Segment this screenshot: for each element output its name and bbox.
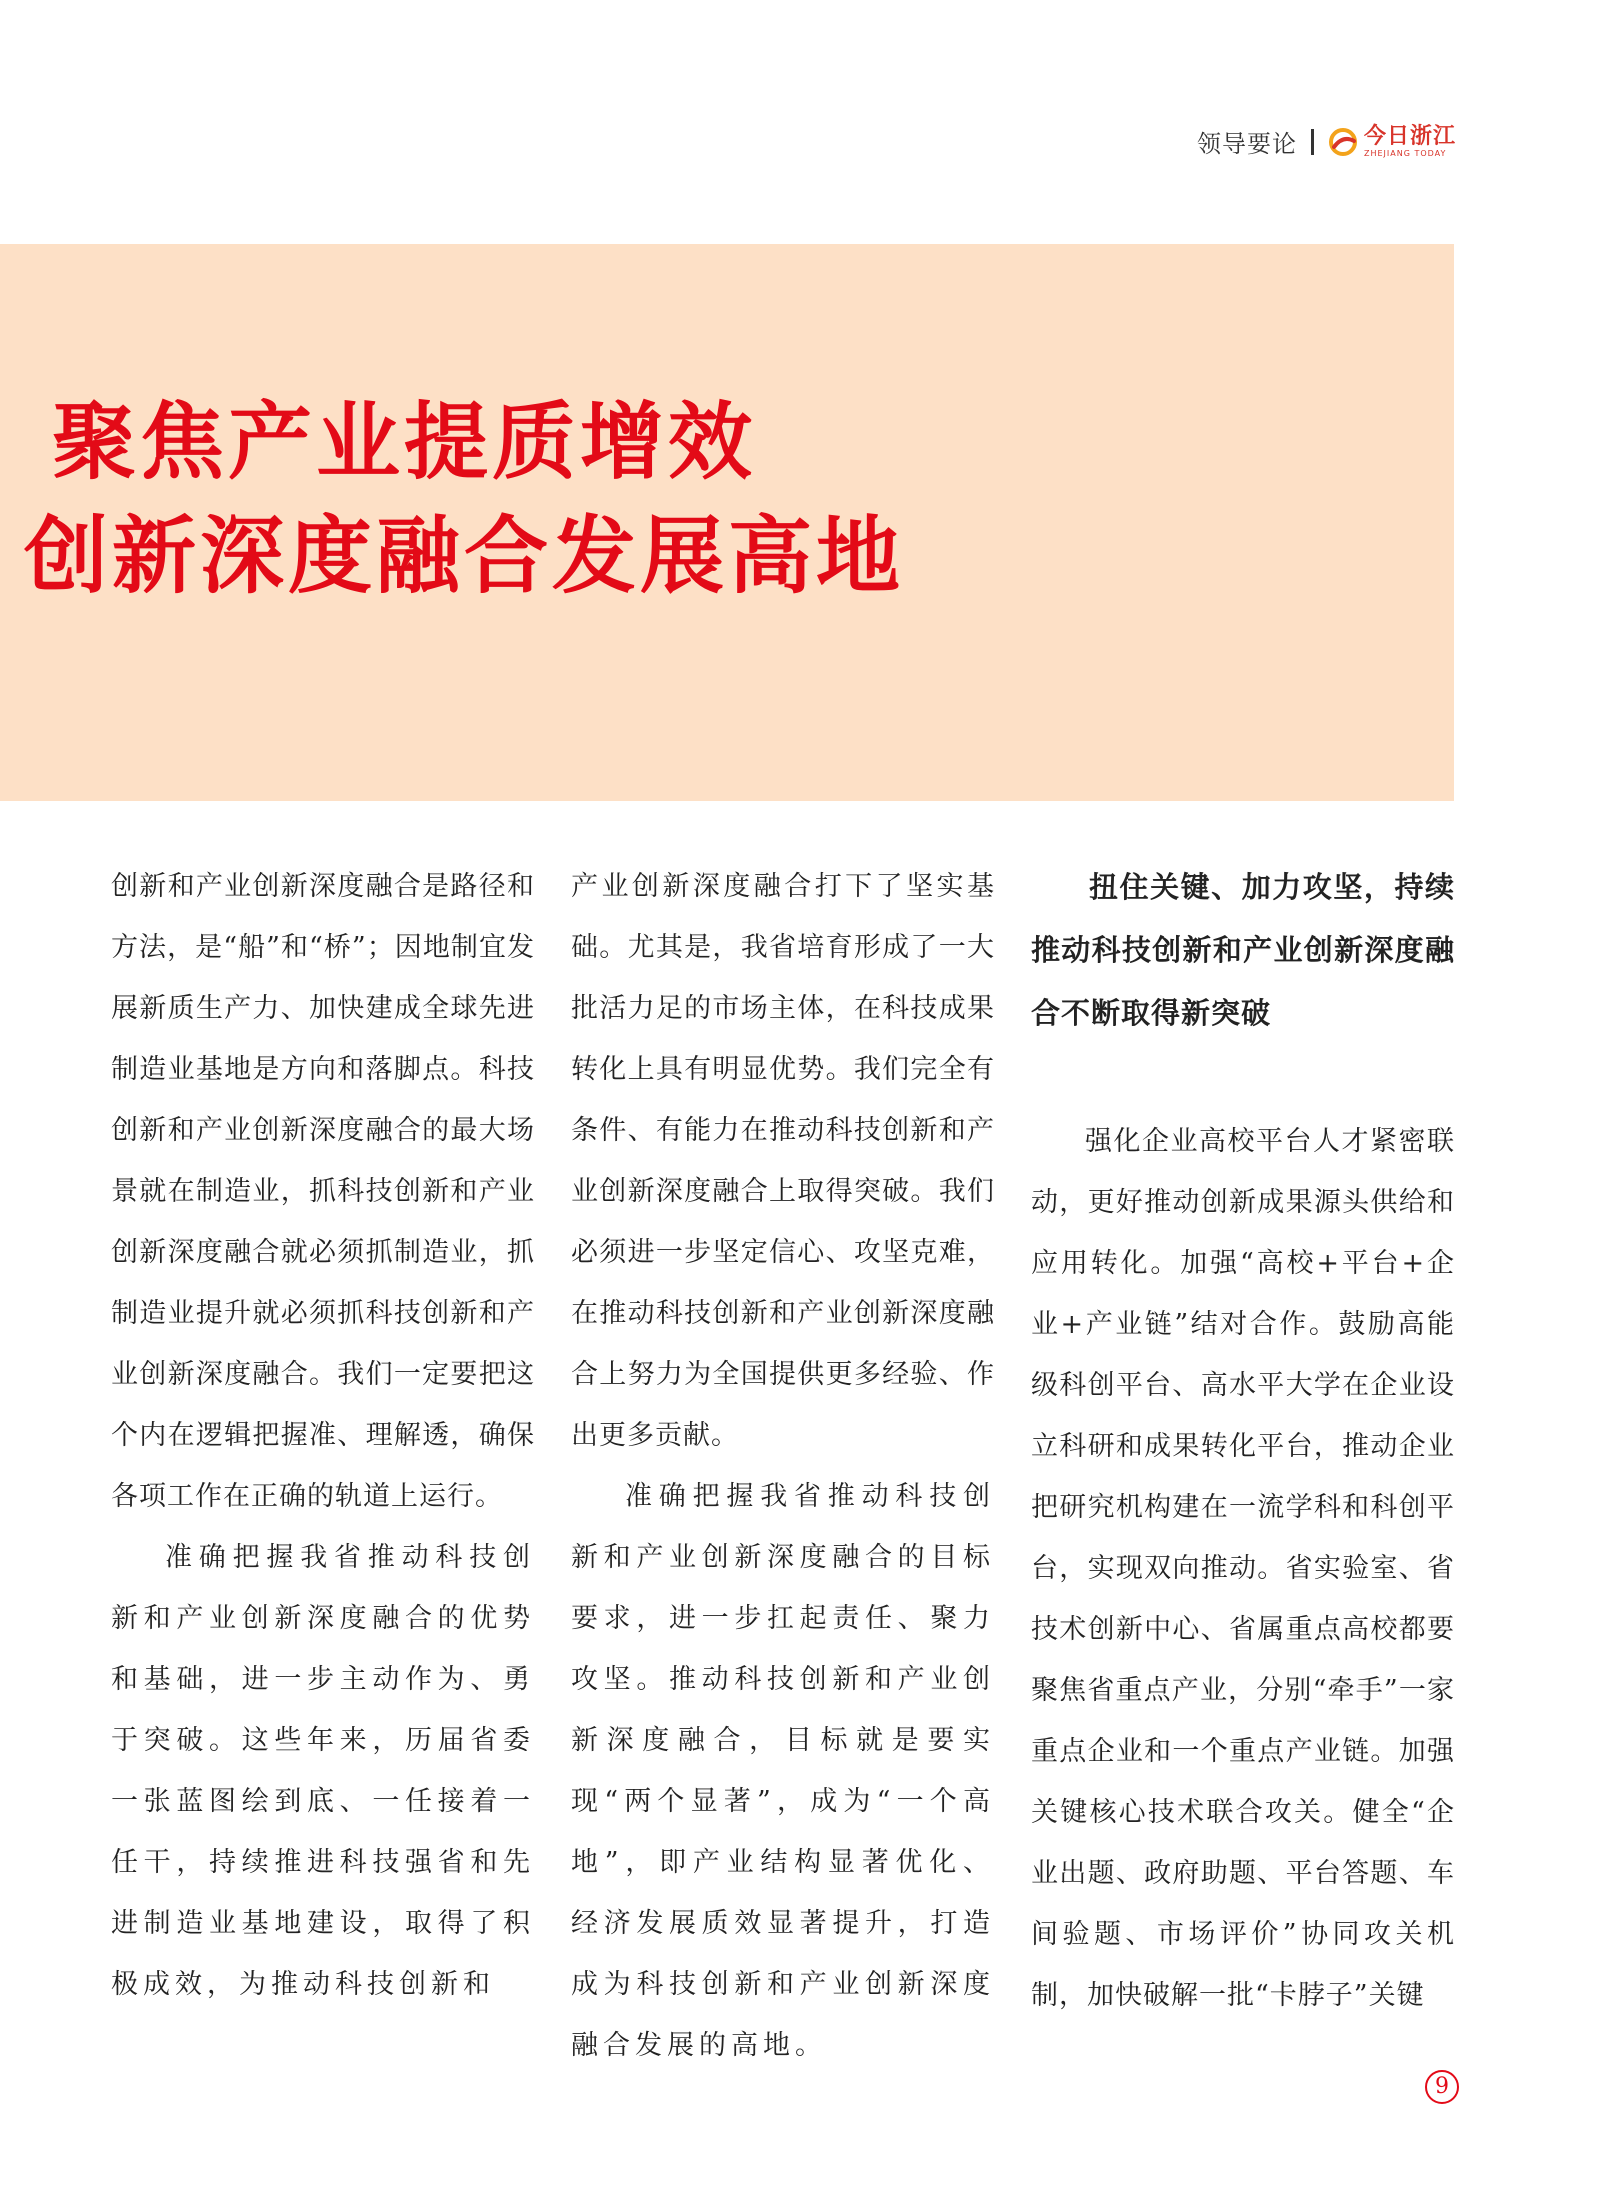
text-column-3: [1031, 856, 1455, 2026]
text-column-2: [571, 856, 995, 2076]
article-title: [24, 385, 904, 613]
paragraph: 准确把握我省推动科技创新和产业创新深度融合的目标要求，进一步扛起责任、聚力攻坚。推动科技创新和产业创新深度融合，目标就是要实现“两个显著”，成为“一个高地”，即产业结构显著优化、经济发展质效显著提升，打造成为科技创新和产业创新深度融合发展的高地。: [571, 1481, 995, 2061]
section-heading: 扭住关键、加力攻坚，持续推动科技创新和产业创新深度融合不断取得新突破: [1031, 870, 1455, 1030]
page-number: 9: [1425, 2070, 1459, 2104]
logo-chinese-text: 今日浙江: [1363, 123, 1456, 149]
header-divider: [1311, 129, 1314, 155]
text-column-1: [111, 856, 535, 2015]
section-name: 领导要论: [1196, 130, 1297, 158]
paragraph: 强化企业高校平台人才紧密联动，更好推动创新成果源头供给和应用转化。加强“高校+平台+企业+产业链”结对合作。鼓励高能级科创平台、高水平大学在企业设立科研和成果转化平台，推动企业把研究机构建在一流学科和科创平台，实现双向推动。省实验室、省技术创新中心、省属重点高校都要聚焦省重点产业，分别“牵手”一家重点企业和一个重点产业链。加强关键核心技术联合攻关。健全“企业出题、政府助题、平台答题、车间验题、市场评价”协同攻关机制，加快破解一批“卡脖子”关键: [1031, 1126, 1455, 2011]
sun-logo-icon: [1328, 127, 1358, 157]
logo-english-text: ZHEJIANG TODAY: [1363, 148, 1447, 158]
paragraph: 产业创新深度融合打下了坚实基础。尤其是，我省培育形成了一大批活力足的市场主体，在科技成果转化上具有明显优势。我们完全有条件、有能力在推动科技创新和产业创新深度融合上取得突破。我们必须进一步坚定信心、攻坚克难，在推动科技创新和产业创新深度融合上努力为全国提供更多经验、作出更多贡献。: [571, 871, 995, 1451]
title-line-2: 创新深度融合发展高地: [24, 507, 905, 605]
title-line-1: 聚焦产业提质增效: [52, 393, 757, 491]
page-header: [1197, 124, 1456, 159]
paragraph: 准确把握我省推动科技创新和产业创新深度融合的优势和基础，进一步主动作为、勇于突破。这些年来，历届省委一张蓝图绘到底、一任接着一任干，持续推进科技强省和先进制造业基地建设，取得了积极成效，为推动科技创新和: [111, 1542, 535, 2000]
paragraph: 创新和产业创新深度融合是路径和方法，是“船”和“桥”；因地制宜发展新质生产力、加快建成全球先进制造业基地是方向和落脚点。科技创新和产业创新深度融合的最大场景就在制造业，抓科技创新和产业创新深度融合就必须抓制造业，抓制造业提升就必须抓科技创新和产业创新深度融合。我们一定要把这个内在逻辑把握准、理解透，确保各项工作在正确的轨道上运行。: [111, 871, 535, 1512]
magazine-logo: [1328, 123, 1456, 158]
